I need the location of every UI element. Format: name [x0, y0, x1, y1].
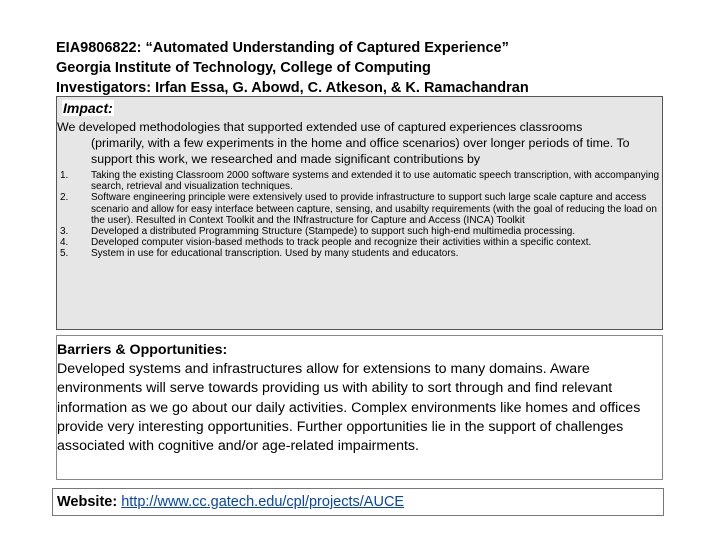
impact-list [60, 170, 660, 260]
website-line [57, 494, 404, 510]
award-title: EIA9806822: “Automated Understanding of Captured Experience” [56, 40, 509, 56]
list-item-text: Taking the existing Classroom 2000 software systems and extended it to use automatic speech transcription, with accompanying search, retrieval and visualization techniques. [91, 170, 660, 193]
header [56, 38, 696, 98]
impact-intro-first: We developed methodologies that supported extended use of captured experiences classrooms [57, 120, 583, 134]
list-item-text: System in use for educational transcription. Used by many students and educators. [91, 248, 459, 260]
list-item-number: 1. [60, 170, 69, 181]
list-item-number: 2. [60, 192, 69, 204]
barriers-section [57, 341, 661, 456]
investigators: Investigators: Irfan Essa, G. Abowd, C. Atkeson, & K. Ramachandran [56, 80, 529, 96]
list-item [60, 237, 660, 248]
barriers-title: Barriers & Opportunities: [57, 342, 228, 358]
list-item-text: Software engineering principle were extensively used to provide infrastructure to support such large scale capture and access scenario and allow for easy interface between capture, sensing, and usabilty requirements (with the goal of reducing the load on the user). Resulted in Context Toolkit and the INfrastructure for Capture and Access (INCA) Toolkit [91, 192, 657, 226]
list-item-number: 4. [60, 237, 69, 249]
impact-intro [57, 119, 661, 167]
institution: Georgia Institute of Technology, College of Computing [56, 60, 431, 76]
list-item-number: 5. [60, 248, 69, 260]
impact-intro-rest: (primarily, with a few experiments in the home and office scenarios) over longer periods of time. To support this work, we researched and made significant contributions by [91, 136, 630, 166]
barriers-body: Developed systems and infrastructures allow for extensions to many domains. Aware environments will serve towards providing us with ability to sort through and find relevant information as we go about our daily activities. Complex environments like homes and offices provide very interesting opportunities. Further opportunities lie in the support of challenges associated with cognitive and/or age-related impairments. [57, 361, 641, 455]
website-label: Website: [57, 494, 118, 510]
list-item [60, 226, 660, 237]
website-link[interactable]: http://www.cc.gatech.edu/cpl/projects/AUCE [121, 494, 405, 510]
list-item-text: Developed a distributed Programming Structure (Stampede) to support such high-end multimedia processing. [91, 226, 576, 238]
list-item [60, 248, 660, 259]
list-item-text: Developed computer vision-based methods to track people and recognize their activities within a specific context. [91, 237, 592, 249]
list-item-number: 3. [60, 226, 69, 238]
impact-title: Impact: [63, 100, 113, 116]
list-item [60, 192, 660, 226]
list-item [60, 170, 660, 192]
